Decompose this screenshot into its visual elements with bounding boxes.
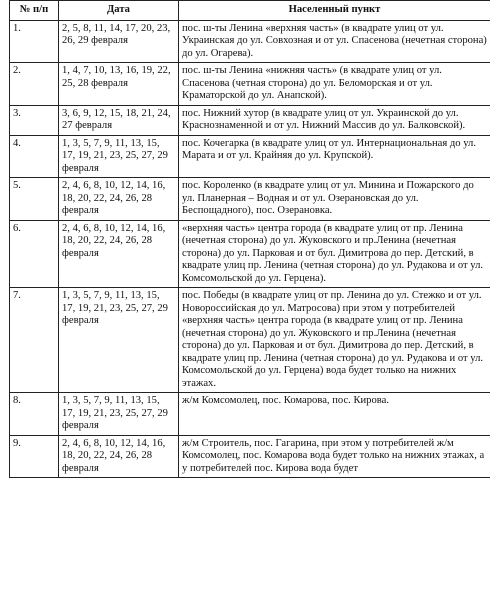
- table-row: [10, 20, 491, 63]
- row-number: 7.: [10, 288, 59, 393]
- row-number: 6.: [10, 220, 59, 288]
- row-dates: 1, 4, 7, 10, 13, 16, 19, 22, 25, 28 февраля: [59, 63, 179, 106]
- row-settlement: пос. Короленко (в квадрате улиц от ул. Минина и Пожарского до ул. Планерная – Водная и от ул. Озерановская до ул. Беспощадного), пос. Озерановка.: [179, 178, 491, 221]
- row-dates: 2, 5, 8, 11, 14, 17, 20, 23, 26, 29 февраля: [59, 20, 179, 63]
- table-row: [10, 135, 491, 178]
- table-header-row: [10, 1, 491, 21]
- row-dates: 2, 4, 6, 8, 10, 12, 14, 16, 18, 20, 22, 24, 26, 28 февраля: [59, 220, 179, 288]
- table-row: [10, 63, 491, 106]
- table-row: [10, 178, 491, 221]
- row-settlement: пос. Нижний хутор (в квадрате улиц от ул. Украинской до ул. Краснознаменной и от ул. Нижний Массив до ул. Балковской).: [179, 105, 491, 135]
- row-dates: 1, 3, 5, 7, 9, 11, 13, 15, 17, 19, 21, 23, 25, 27, 29 февраля: [59, 393, 179, 436]
- row-dates: 3, 6, 9, 12, 15, 18, 21, 24, 27 февраля: [59, 105, 179, 135]
- row-settlement: пос. Кочегарка (в квадрате улиц от ул. Интернациональная до ул. Марата и от ул. Крайняя до ул. Крупской).: [179, 135, 491, 178]
- header-number: № п/п: [10, 1, 59, 21]
- row-settlement: ж/м Комсомолец, пос. Комарова, пос. Кирова.: [179, 393, 491, 436]
- table-row: [10, 288, 491, 393]
- row-dates: 1, 3, 5, 7, 9, 11, 13, 15, 17, 19, 21, 23, 25, 27, 29 февраля: [59, 135, 179, 178]
- row-number: 3.: [10, 105, 59, 135]
- table-row: [10, 105, 491, 135]
- row-number: 1.: [10, 20, 59, 63]
- row-settlement: ж/м Строитель, пос. Гагарина, при этом у потребителей ж/м Комсомолец, пос. Комарова вода будет только на нижних этажах, а у потребителей пос. Кирова вода будет: [179, 435, 491, 478]
- table-row: [10, 220, 491, 288]
- row-number: 9.: [10, 435, 59, 478]
- document-page: [9, 0, 490, 600]
- table-row: [10, 435, 491, 478]
- table-row: [10, 393, 491, 436]
- row-settlement: пос. ш-ты Ленина «верхняя часть» (в квадрате улиц от ул. Украинская до ул. Совхозная и от ул. Спасенова (нечетная сторона) до ул. Огарева).: [179, 20, 491, 63]
- row-dates: 2, 4, 6, 8, 10, 12, 14, 16, 18, 20, 22, 24, 26, 28 февраля: [59, 435, 179, 478]
- row-dates: 1, 3, 5, 7, 9, 11, 13, 15, 17, 19, 21, 23, 25, 27, 29 февраля: [59, 288, 179, 393]
- row-settlement: пос. ш-ты Ленина «нижняя часть» (в квадрате улиц от ул. Спасенова (четная сторона) до ул. Беломорская и от ул. Краматорской до ул. Анапской).: [179, 63, 491, 106]
- row-number: 2.: [10, 63, 59, 106]
- row-settlement: «верхняя часть» центра города (в квадрате улиц от пр. Ленина (нечетная сторона) до ул. Жуковского и пр.Ленина (нечетная сторона) до ул. Парковая и от бул. Димитрова до пер. Детский, в квадрате улиц пр. Ленина (четная сторона) до ул. Рудакова и от ул. Комсомольской до ул. Герцена).: [179, 220, 491, 288]
- header-settlement: Населенный пункт: [179, 1, 491, 21]
- row-settlement: пос. Победы (в квадрате улиц от пр. Ленина до ул. Стежко и от ул. Новороссийская до ул. Матросова) при этом у потребителей «верхняя часть» центра города (в квадрате улиц от пр. Ленина (нечетная сторона) до ул. Жуковского и пр.Ленина (нечетная сторона) до ул. Парковая и от бул. Димитрова до пер. Детский, в квадрате улиц пр. Ленина (четная сторона) до ул. Рудакова и от ул. Комсомольской до ул. Герцена) вода будет только на нижних этажах.: [179, 288, 491, 393]
- water-supply-schedule-table: [9, 0, 490, 478]
- row-number: 8.: [10, 393, 59, 436]
- row-dates: 2, 4, 6, 8, 10, 12, 14, 16, 18, 20, 22, 24, 26, 28 февраля: [59, 178, 179, 221]
- header-date: Дата: [59, 1, 179, 21]
- row-number: 4.: [10, 135, 59, 178]
- row-number: 5.: [10, 178, 59, 221]
